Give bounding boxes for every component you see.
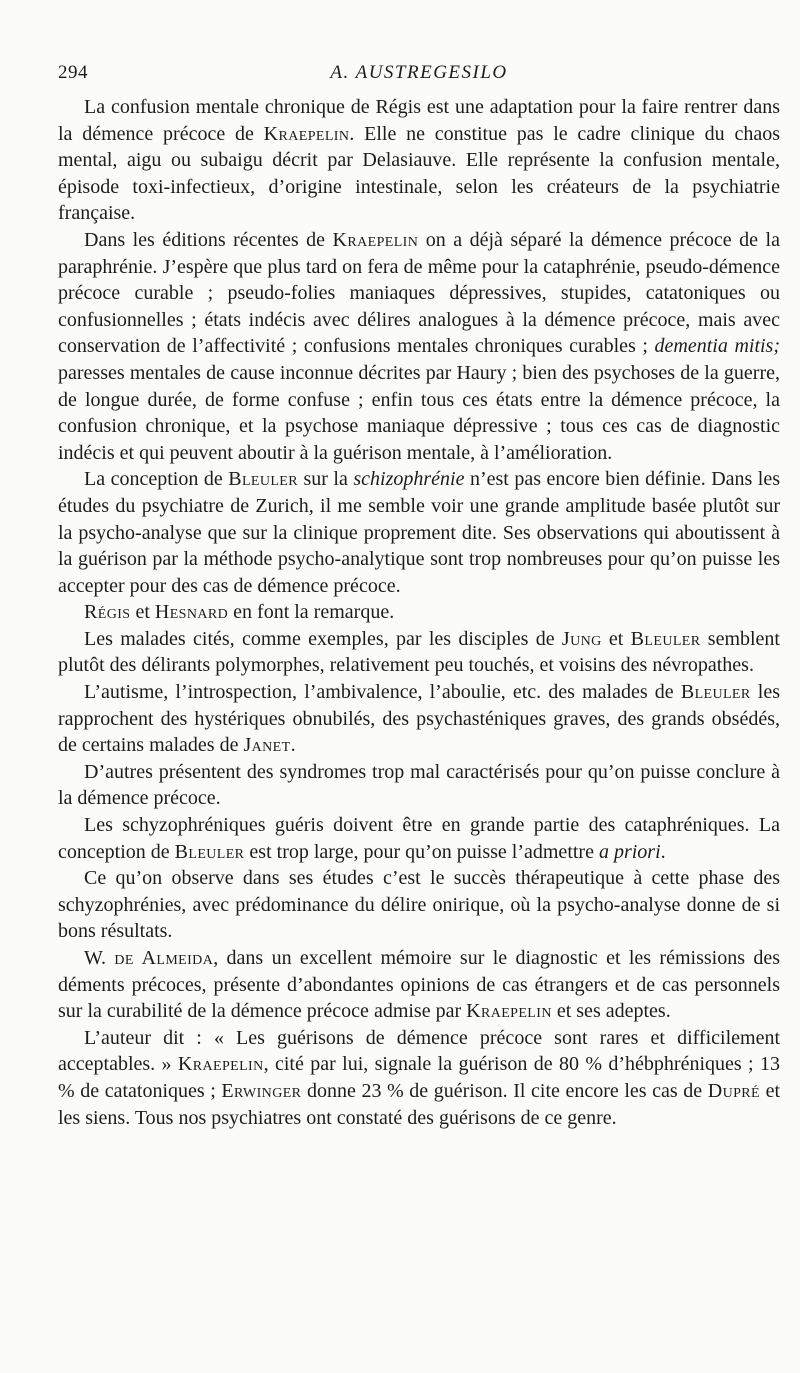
text-run: semblent plutôt des délirants polymorphes, relativement peu touchés, et voisins des névropathes. bbox=[58, 627, 780, 677]
text-run: sur la bbox=[298, 468, 354, 491]
text-run: les rapprochent des hystériques obnubilés, des psychasténiques graves, des grands obsédés, de certains malades de bbox=[58, 681, 780, 757]
small-caps-name: Erwinger bbox=[221, 1079, 302, 1102]
running-head bbox=[58, 56, 780, 90]
text-run: . bbox=[290, 734, 296, 757]
small-caps-name: Bleuler bbox=[630, 627, 701, 650]
page-number: 294 bbox=[58, 62, 88, 83]
paragraph bbox=[58, 466, 780, 599]
text-run: Les malades cités, comme exemples, par les disciples de bbox=[84, 627, 562, 650]
small-caps-name: Bleuler bbox=[228, 468, 298, 491]
small-caps-name: Dupré bbox=[707, 1079, 760, 1102]
text-run: est trop large, pour qu’on puisse l’admettre bbox=[244, 840, 599, 863]
small-caps-name: Jung bbox=[561, 627, 602, 650]
italic-text: schizophrénie bbox=[353, 468, 465, 491]
text-run: on a déjà séparé la démence précoce de la paraphrénie. J’espère que plus tard on fera de même pour la cataphrénie, pseudo-démence précoce curable ; pseudo-folies maniaques dépressives, stupides, catatoniques ou confusionnelles ; états indécis avec délires analogues à la démence précoce, mais avec conservation de l’affectivité ; confusions mentales chroniques curables ; bbox=[58, 228, 780, 358]
text-run: et bbox=[601, 627, 631, 650]
text-run: , cité par lui, signale la guérison de 80 % d’hébphréniques ; 13 % de catatoniques ; bbox=[58, 1053, 780, 1102]
text-run: n’est pas encore bien définie. Dans les études du psychiatre de Zurich, il me semble voir une grande amplitude basée plutôt sur la psycho-analyse que sur la clinique proprement dite. Ses observations qui aboutissent à la guérison par la méthode psycho-analytique sont trop nombreuses pour qu’on puisse les accepter pour des cas de démence précoce. bbox=[58, 468, 781, 597]
small-caps-name: de Almeida bbox=[114, 947, 214, 969]
text-run: La confusion mentale chronique de Régis est une adaptation pour la faire rentrer dans la démence précoce de bbox=[58, 96, 780, 145]
text-run: en font la remarque. bbox=[228, 601, 395, 624]
page bbox=[58, 56, 780, 1131]
text-run: Les schyzophréniques guéris doivent être en grande partie des cataphréniques. La conception de bbox=[58, 814, 780, 863]
text-run: donne 23 % de guérison. Il cite encore les cas de bbox=[301, 1079, 708, 1102]
paragraph bbox=[58, 945, 780, 1025]
text-run: Dans les éditions récentes de bbox=[84, 228, 333, 251]
italic-text: a priori bbox=[598, 840, 661, 863]
paragraph bbox=[58, 599, 780, 626]
paragraph bbox=[58, 626, 780, 679]
text-run: et les siens. Tous nos psychiatres ont constaté des guérisons de ce genre. bbox=[58, 1079, 781, 1129]
small-caps-name: Bleuler bbox=[680, 681, 751, 704]
small-caps-name: Bleuler bbox=[174, 840, 245, 863]
text-run: et ses adeptes. bbox=[551, 1000, 671, 1023]
small-caps-name: Régis bbox=[84, 601, 131, 624]
small-caps-name: Kraepelin bbox=[263, 122, 350, 145]
text-run: et bbox=[130, 601, 155, 624]
text-run: W. bbox=[84, 947, 115, 969]
text-run: Ce qu’on observe dans ses études c’est le succès thérapeutique à cette phase des schyzophrénies, avec prédominance du délire onirique, où la psycho-analyse donne de si bons résultats. bbox=[58, 867, 780, 943]
paragraph bbox=[58, 865, 780, 945]
text-run: D’autres présentent des syndromes trop mal caractérisés pour qu’on puisse conclure à la démence précoce. bbox=[58, 760, 780, 810]
paragraph bbox=[58, 812, 780, 865]
paragraph bbox=[58, 679, 780, 759]
text-run: L’autisme, l’introspection, l’ambivalence, l’aboulie, etc. des malades de bbox=[84, 681, 681, 704]
paragraph bbox=[58, 759, 780, 812]
text-run: . Elle ne constitue pas le cadre clinique du chaos mental, aigu ou subaigu décrit par Delasiauve. Elle représente la confusion mentale, épisode toxi-infectieux, d’origine intestinale, selon les créateurs de la psychiatrie française. bbox=[58, 122, 780, 225]
text-run: . bbox=[660, 840, 666, 863]
body-text bbox=[58, 94, 780, 1131]
text-run: L’auteur dit : « Les guérisons de démence précoce sont rares et difficilement acceptables. » bbox=[58, 1026, 780, 1076]
running-title: A. AUSTREGESILO bbox=[330, 62, 508, 83]
text-run: La conception de bbox=[84, 468, 229, 491]
paragraph bbox=[58, 227, 780, 466]
text-run: paresses mentales de cause inconnue décrites par Haury ; bien des psychoses de la guerre, de longue durée, de forme confuse ; enfin tous ces états entre la démence précoce, la confusion chronique, et la psychose maniaque dépressive ; tous ces cas de diagnostic indécis et qui peuvent aboutir à la guérison mentale, à l’amélioration. bbox=[58, 361, 780, 464]
italic-text: dementia mitis; bbox=[654, 335, 781, 358]
small-caps-name: Kraepelin bbox=[332, 228, 419, 251]
paragraph bbox=[58, 94, 780, 227]
small-caps-name: Kraepelin bbox=[177, 1053, 264, 1076]
small-caps-name: Janet bbox=[243, 734, 291, 757]
small-caps-name: Hesnard bbox=[154, 601, 229, 624]
paragraph bbox=[58, 1025, 780, 1131]
text-run: , dans un excellent mémoire sur le diagnostic et les rémissions des déments précoces, présente d’abondantes opinions de cas étrangers et de cas personnels sur la curabilité de la démence précoce admise par bbox=[58, 947, 781, 1023]
small-caps-name: Kraepelin bbox=[466, 1000, 552, 1023]
